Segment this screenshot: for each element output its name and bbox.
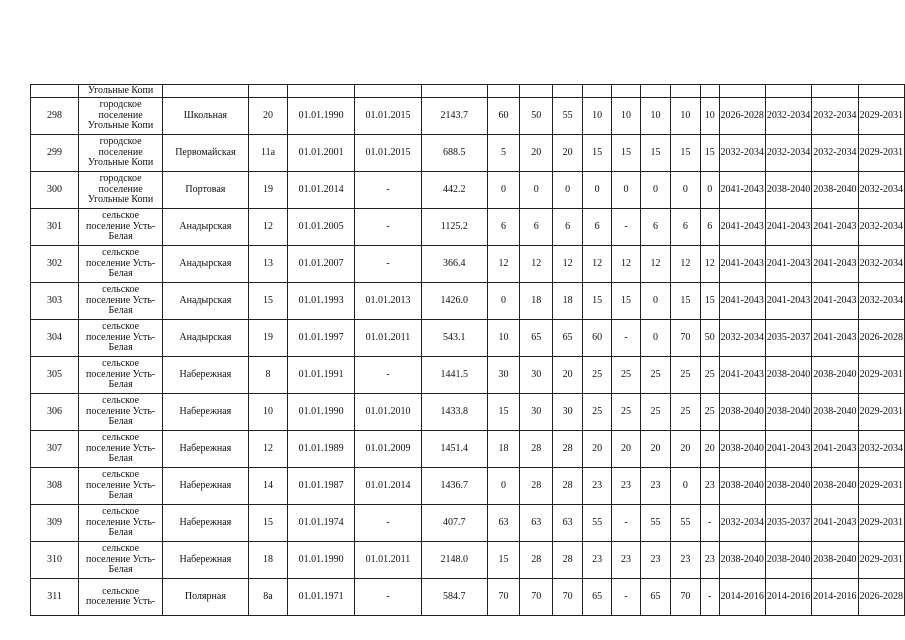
- cell-period-3: 2038-2040: [812, 357, 858, 394]
- cell-date-repair: 01.01.2013: [355, 283, 422, 320]
- cell-wear-3: 0: [553, 172, 583, 209]
- cell-period-4: 2029-2031: [858, 394, 904, 431]
- cell-wear-4: 60: [583, 320, 612, 357]
- table-row: [31, 135, 905, 172]
- cell-period-4: 2029-2031: [858, 542, 904, 579]
- table-row: [31, 542, 905, 579]
- cell-area: 366.4: [421, 246, 487, 283]
- cell-wear-7: 70: [670, 579, 700, 616]
- cell-wear-7: 25: [670, 357, 700, 394]
- cell-wear-3: 20: [553, 135, 583, 172]
- cell-date-built: 01.01.1990: [288, 542, 355, 579]
- cell-street: Набережная: [163, 542, 249, 579]
- cell-period-1: 2038-2040: [719, 431, 765, 468]
- cell-wear-8: 15: [700, 283, 719, 320]
- cell-wear-1: 10: [487, 320, 520, 357]
- cell-settlement: сельское поселение Усть-Белая: [79, 320, 163, 357]
- cell-period-3: 2038-2040: [812, 394, 858, 431]
- cell-wear-2: 18: [520, 283, 553, 320]
- cell-date-built: 01.01.2007: [288, 246, 355, 283]
- cell-wear-5: -: [612, 320, 641, 357]
- cell-wear-4: 65: [583, 579, 612, 616]
- cell-period-1: 2041-2043: [719, 209, 765, 246]
- cell-period-2: 2014-2016: [765, 579, 811, 616]
- cell-period-4: 2032-2034: [858, 431, 904, 468]
- cell-no: 308: [31, 468, 79, 505]
- cell-period-1: 2041-2043: [719, 172, 765, 209]
- cell-wear-8: 25: [700, 394, 719, 431]
- cell-street: Школьная: [163, 98, 249, 135]
- cell-settlement: сельское поселение Усть-Белая: [79, 246, 163, 283]
- cell-period-4: 2029-2031: [858, 468, 904, 505]
- cell-area: 442.2: [421, 172, 487, 209]
- cell-date-built: 01.01.1993: [288, 283, 355, 320]
- cell-period-4: 2026-2028: [858, 579, 904, 616]
- cell-wear-7: 20: [670, 431, 700, 468]
- cell-settlement: городское поселение Угольные Копи: [79, 135, 163, 172]
- cell-period-2: 2038-2040: [765, 172, 811, 209]
- cell-area: 2143.7: [421, 98, 487, 135]
- cell-period-3: 2041-2043: [812, 209, 858, 246]
- cell-wear-8: 50: [700, 320, 719, 357]
- cell-wear-8: 10: [700, 98, 719, 135]
- cell-wear-6: 12: [641, 246, 671, 283]
- cell-date-repair: -: [355, 505, 422, 542]
- cell-date-built: 01.01.1997: [288, 320, 355, 357]
- cell-period-2: 2041-2043: [765, 246, 811, 283]
- cell-wear-8: 23: [700, 542, 719, 579]
- cell-wear-4: 55: [583, 505, 612, 542]
- cell-wear-2: 28: [520, 468, 553, 505]
- cell-wear-6: 0: [641, 320, 671, 357]
- cell-period-1: 2032-2034: [719, 320, 765, 357]
- cell-wear-4: 23: [583, 468, 612, 505]
- cell-wear-4: 12: [583, 246, 612, 283]
- cell-wear-5: -: [612, 579, 641, 616]
- cell-date-built: 01.01.1989: [288, 431, 355, 468]
- cell-period-4: 2026-2028: [858, 320, 904, 357]
- continuation-row: [31, 85, 905, 98]
- cell-wear-5: -: [612, 505, 641, 542]
- cell-area: 543.1: [421, 320, 487, 357]
- cell-period-4: 2032-2034: [858, 172, 904, 209]
- cell-period-4: 2029-2031: [858, 505, 904, 542]
- cell-wear-6: 10: [641, 98, 671, 135]
- cell-date-repair: 01.01.2011: [355, 542, 422, 579]
- cell-no: 306: [31, 394, 79, 431]
- cell-wear-6: 0: [641, 172, 671, 209]
- cell-house: 8: [248, 357, 288, 394]
- cell-area: 688.5: [421, 135, 487, 172]
- cell-settlement: сельское поселение Усть-Белая: [79, 283, 163, 320]
- cell-wear-2: 63: [520, 505, 553, 542]
- cell-no: 299: [31, 135, 79, 172]
- cell-wear-5: -: [612, 209, 641, 246]
- cell-wear-2: 12: [520, 246, 553, 283]
- cell-settlement: Угольные Копи: [79, 85, 163, 98]
- cell-area: 1441.5: [421, 357, 487, 394]
- cell-period-2: 2038-2040: [765, 542, 811, 579]
- cell-period-2: 2041-2043: [765, 209, 811, 246]
- cell-wear-7: 0: [670, 172, 700, 209]
- cell-wear-2: 28: [520, 431, 553, 468]
- table-row: [31, 431, 905, 468]
- cell-period-2: 2038-2040: [765, 468, 811, 505]
- cell-wear-4: 15: [583, 135, 612, 172]
- cell-wear-1: 15: [487, 542, 520, 579]
- cell-wear-4: 25: [583, 357, 612, 394]
- cell-period-3: 2038-2040: [812, 542, 858, 579]
- cell-period-2: 2032-2034: [765, 98, 811, 135]
- table-row: [31, 579, 905, 616]
- cell-date-built: 01.01.1991: [288, 357, 355, 394]
- cell-period-4: 2032-2034: [858, 246, 904, 283]
- cell-wear-6: 65: [641, 579, 671, 616]
- table-row: [31, 172, 905, 209]
- cell-wear-8: 0: [700, 172, 719, 209]
- cell-no: 298: [31, 98, 79, 135]
- cell-wear-1: 18: [487, 431, 520, 468]
- cell-wear-6: 23: [641, 468, 671, 505]
- cell-wear-1: 6: [487, 209, 520, 246]
- cell-street: Анадырская: [163, 320, 249, 357]
- cell-wear-5: 20: [612, 431, 641, 468]
- cell-wear-5: 0: [612, 172, 641, 209]
- cell-date-repair: 01.01.2015: [355, 135, 422, 172]
- cell-house: 19: [248, 172, 288, 209]
- cell-wear-1: 0: [487, 172, 520, 209]
- cell-date-built: 01.01.2014: [288, 172, 355, 209]
- cell-wear-1: 12: [487, 246, 520, 283]
- cell-house: 15: [248, 505, 288, 542]
- cell-date-repair: 01.01.2009: [355, 431, 422, 468]
- cell-settlement: сельское поселение Усть-Белая: [79, 394, 163, 431]
- cell-wear-4: 20: [583, 431, 612, 468]
- cell-wear-6: 0: [641, 283, 671, 320]
- cell-period-3: 2032-2034: [812, 135, 858, 172]
- cell-area: 1433.8: [421, 394, 487, 431]
- cell-period-4: 2029-2031: [858, 98, 904, 135]
- cell-wear-6: 23: [641, 542, 671, 579]
- cell-period-1: 2026-2028: [719, 98, 765, 135]
- cell-wear-2: 70: [520, 579, 553, 616]
- cell-house: 11а: [248, 135, 288, 172]
- cell-period-4: 2032-2034: [858, 209, 904, 246]
- cell-wear-5: 15: [612, 135, 641, 172]
- cell-wear-8: 6: [700, 209, 719, 246]
- cell-date-repair: 01.01.2014: [355, 468, 422, 505]
- cell-area: 1426.0: [421, 283, 487, 320]
- cell-period-2: 2035-2037: [765, 505, 811, 542]
- cell-wear-2: 6: [520, 209, 553, 246]
- cell-wear-7: 0: [670, 468, 700, 505]
- cell-wear-6: 6: [641, 209, 671, 246]
- cell-area: 407.7: [421, 505, 487, 542]
- cell-date-repair: -: [355, 246, 422, 283]
- cell-wear-7: 10: [670, 98, 700, 135]
- cell-wear-7: 55: [670, 505, 700, 542]
- cell-wear-2: 0: [520, 172, 553, 209]
- cell-wear-2: 30: [520, 357, 553, 394]
- cell-wear-3: 18: [553, 283, 583, 320]
- cell-period-1: 2038-2040: [719, 542, 765, 579]
- cell-date-repair: -: [355, 172, 422, 209]
- cell-wear-2: 65: [520, 320, 553, 357]
- cell-wear-6: 55: [641, 505, 671, 542]
- cell-wear-1: 0: [487, 283, 520, 320]
- cell-no: 303: [31, 283, 79, 320]
- cell-wear-2: 50: [520, 98, 553, 135]
- cell-wear-3: 55: [553, 98, 583, 135]
- cell-wear-1: 60: [487, 98, 520, 135]
- cell-settlement: сельское поселение Усть-Белая: [79, 542, 163, 579]
- cell-wear-3: 20: [553, 357, 583, 394]
- cell-wear-7: 70: [670, 320, 700, 357]
- cell-wear-7: 15: [670, 283, 700, 320]
- cell-wear-5: 15: [612, 283, 641, 320]
- cell-wear-5: 25: [612, 357, 641, 394]
- cell-wear-6: 25: [641, 394, 671, 431]
- cell-house: 15: [248, 283, 288, 320]
- cell-street: Портовая: [163, 172, 249, 209]
- cell-period-2: 2038-2040: [765, 357, 811, 394]
- cell-no: 309: [31, 505, 79, 542]
- cell-wear-3: 6: [553, 209, 583, 246]
- cell-house: 20: [248, 98, 288, 135]
- cell-area: 1125.2: [421, 209, 487, 246]
- table-row: [31, 468, 905, 505]
- cell-no: 310: [31, 542, 79, 579]
- cell-area: 1451.4: [421, 431, 487, 468]
- cell-settlement: сельское поселение Усть-Белая: [79, 431, 163, 468]
- cell-settlement: сельское поселение Усть-Белая: [79, 357, 163, 394]
- cell-wear-8: 20: [700, 431, 719, 468]
- cell-wear-3: 63: [553, 505, 583, 542]
- cell-wear-5: 10: [612, 98, 641, 135]
- table-row: [31, 394, 905, 431]
- cell-date-repair: 01.01.2015: [355, 98, 422, 135]
- cell-no: 300: [31, 172, 79, 209]
- cell-settlement: сельское поселение Усть-Белая: [79, 468, 163, 505]
- cell-no: 307: [31, 431, 79, 468]
- cell-wear-5: 25: [612, 394, 641, 431]
- cell-period-2: 2041-2043: [765, 283, 811, 320]
- cell-street: Набережная: [163, 505, 249, 542]
- cell-house: 10: [248, 394, 288, 431]
- cell-wear-2: 20: [520, 135, 553, 172]
- cell-period-1: 2032-2034: [719, 505, 765, 542]
- cell-period-1: 2041-2043: [719, 357, 765, 394]
- table-row: [31, 246, 905, 283]
- cell-settlement: городское поселение Угольные Копи: [79, 98, 163, 135]
- cell-date-built: 01.01.1971: [288, 579, 355, 616]
- cell-period-1: 2041-2043: [719, 246, 765, 283]
- cell-wear-8: 25: [700, 357, 719, 394]
- cell-wear-4: 23: [583, 542, 612, 579]
- cell-house: 12: [248, 209, 288, 246]
- cell-period-2: 2035-2037: [765, 320, 811, 357]
- cell-street: Полярная: [163, 579, 249, 616]
- cell-date-built: 01.01.2005: [288, 209, 355, 246]
- cell-date-repair: 01.01.2011: [355, 320, 422, 357]
- cell-period-3: 2041-2043: [812, 505, 858, 542]
- cell-wear-1: 30: [487, 357, 520, 394]
- cell-period-4: 2029-2031: [858, 135, 904, 172]
- cell-area: 2148.0: [421, 542, 487, 579]
- cell-wear-8: 12: [700, 246, 719, 283]
- table-row: [31, 283, 905, 320]
- cell-wear-6: 25: [641, 357, 671, 394]
- cell-wear-1: 5: [487, 135, 520, 172]
- cell-period-4: 2029-2031: [858, 357, 904, 394]
- cell-street: Набережная: [163, 431, 249, 468]
- cell-wear-8: 15: [700, 135, 719, 172]
- cell-settlement: сельское поселение Усть-: [79, 579, 163, 616]
- table-row: [31, 98, 905, 135]
- cell-no: 305: [31, 357, 79, 394]
- cell-wear-7: 15: [670, 135, 700, 172]
- cell-wear-2: 30: [520, 394, 553, 431]
- cell-period-3: 2041-2043: [812, 283, 858, 320]
- cell-house: 14: [248, 468, 288, 505]
- cell-settlement: сельское поселение Усть-Белая: [79, 505, 163, 542]
- cell-wear-7: 23: [670, 542, 700, 579]
- cell-no: 311: [31, 579, 79, 616]
- cell-street: Первомайская: [163, 135, 249, 172]
- cell-wear-7: 12: [670, 246, 700, 283]
- cell-wear-1: 70: [487, 579, 520, 616]
- cell-period-3: 2038-2040: [812, 172, 858, 209]
- cell-period-3: 2041-2043: [812, 431, 858, 468]
- cell-wear-7: 6: [670, 209, 700, 246]
- cell-period-3: 2014-2016: [812, 579, 858, 616]
- cell-date-repair: -: [355, 579, 422, 616]
- cell-wear-3: 28: [553, 468, 583, 505]
- cell-wear-6: 15: [641, 135, 671, 172]
- housing-stock-table: [30, 84, 905, 616]
- cell-date-repair: 01.01.2010: [355, 394, 422, 431]
- cell-wear-5: 12: [612, 246, 641, 283]
- cell-no: 302: [31, 246, 79, 283]
- cell-date-built: 01.01.1990: [288, 98, 355, 135]
- cell-wear-3: 28: [553, 431, 583, 468]
- cell-street: Набережная: [163, 394, 249, 431]
- cell-house: 18: [248, 542, 288, 579]
- cell-period-3: 2041-2043: [812, 246, 858, 283]
- cell-wear-3: 12: [553, 246, 583, 283]
- cell-wear-5: 23: [612, 542, 641, 579]
- cell-settlement: сельское поселение Усть-Белая: [79, 209, 163, 246]
- cell-period-4: 2032-2034: [858, 283, 904, 320]
- cell-wear-7: 25: [670, 394, 700, 431]
- cell-date-built: 01.01.1990: [288, 394, 355, 431]
- cell-date-built: 01.01.1987: [288, 468, 355, 505]
- cell-wear-3: 70: [553, 579, 583, 616]
- cell-period-1: 2032-2034: [719, 135, 765, 172]
- cell-wear-4: 25: [583, 394, 612, 431]
- cell-date-built: 01.01.2001: [288, 135, 355, 172]
- cell-settlement: городское поселение Угольные Копи: [79, 172, 163, 209]
- cell-period-2: 2032-2034: [765, 135, 811, 172]
- cell-period-2: 2038-2040: [765, 394, 811, 431]
- cell-period-1: 2038-2040: [719, 394, 765, 431]
- cell-wear-3: 65: [553, 320, 583, 357]
- cell-wear-1: 63: [487, 505, 520, 542]
- cell-wear-4: 0: [583, 172, 612, 209]
- cell-wear-8: -: [700, 579, 719, 616]
- cell-wear-1: 0: [487, 468, 520, 505]
- cell-period-2: 2041-2043: [765, 431, 811, 468]
- cell-wear-4: 10: [583, 98, 612, 135]
- cell-wear-1: 15: [487, 394, 520, 431]
- cell-wear-4: 15: [583, 283, 612, 320]
- cell-street: Набережная: [163, 468, 249, 505]
- cell-street: Набережная: [163, 357, 249, 394]
- cell-wear-3: 28: [553, 542, 583, 579]
- cell-no: [31, 85, 79, 98]
- cell-wear-8: 23: [700, 468, 719, 505]
- cell-period-1: 2041-2043: [719, 283, 765, 320]
- cell-wear-6: 20: [641, 431, 671, 468]
- cell-date-repair: -: [355, 357, 422, 394]
- cell-wear-8: -: [700, 505, 719, 542]
- cell-house: 12: [248, 431, 288, 468]
- cell-no: 301: [31, 209, 79, 246]
- cell-house: 19: [248, 320, 288, 357]
- cell-period-3: 2041-2043: [812, 320, 858, 357]
- cell-street: Анадырская: [163, 283, 249, 320]
- cell-house: 13: [248, 246, 288, 283]
- cell-house: 8а: [248, 579, 288, 616]
- cell-wear-4: 6: [583, 209, 612, 246]
- cell-area: 1436.7: [421, 468, 487, 505]
- cell-street: Анадырская: [163, 209, 249, 246]
- cell-date-built: 01.01.1974: [288, 505, 355, 542]
- table-row: [31, 505, 905, 542]
- cell-wear-5: 23: [612, 468, 641, 505]
- cell-period-3: 2038-2040: [812, 468, 858, 505]
- cell-date-repair: -: [355, 209, 422, 246]
- cell-no: 304: [31, 320, 79, 357]
- cell-period-1: 2038-2040: [719, 468, 765, 505]
- cell-street: Анадырская: [163, 246, 249, 283]
- table-row: [31, 357, 905, 394]
- cell-period-3: 2032-2034: [812, 98, 858, 135]
- table-row: [31, 209, 905, 246]
- table-row: [31, 320, 905, 357]
- cell-period-1: 2014-2016: [719, 579, 765, 616]
- cell-wear-3: 30: [553, 394, 583, 431]
- cell-wear-2: 28: [520, 542, 553, 579]
- cell-area: 584.7: [421, 579, 487, 616]
